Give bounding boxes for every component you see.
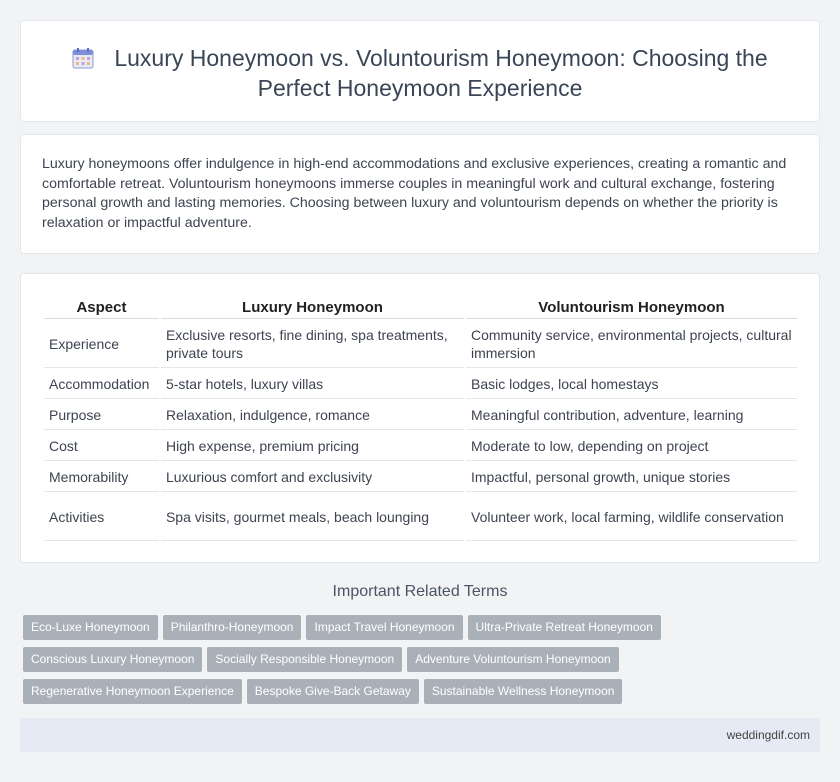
tag-eco-luxe-honeymoon[interactable]: Eco-Luxe Honeymoon (23, 615, 158, 640)
aspect-cell: Cost (44, 432, 159, 461)
aspect-cell: Accommodation (44, 370, 159, 399)
comparison-card (20, 273, 820, 563)
luxury-cell: 5-star hotels, luxury villas (161, 370, 464, 399)
tag-bespoke-give-back-getaway[interactable]: Bespoke Give-Back Getaway (247, 679, 419, 704)
table-row (44, 321, 797, 368)
table-row (44, 370, 797, 399)
header-aspect: Aspect (44, 297, 159, 319)
header-voluntourism: Voluntourism Honeymoon (466, 297, 797, 319)
tag-sustainable-wellness-honeymoon[interactable]: Sustainable Wellness Honeymoon (424, 679, 623, 704)
luxury-cell: High expense, premium pricing (161, 432, 464, 461)
voluntourism-cell: Moderate to low, depending on project (466, 432, 797, 461)
footer (20, 718, 820, 752)
comparison-table (42, 295, 799, 543)
table-row (44, 463, 797, 492)
intro-paragraph: Luxury honeymoons offer indulgence in high-end accommodations and exclusive experiences, creating a romantic and comfortable retreat. Voluntourism honeymoons immerse couples in meaningful work and cultural exchange, fostering personal growth and lasting memories. Choosing between luxury and voluntourism depends on whether the priority is relaxation or impactful adventure. (42, 156, 787, 231)
aspect-cell: Activities (44, 494, 159, 541)
table-row (44, 432, 797, 461)
related-terms-tags (23, 615, 803, 711)
related-terms-title: Important Related Terms (332, 583, 508, 600)
luxury-cell: Relaxation, indulgence, romance (161, 401, 464, 430)
voluntourism-cell: Volunteer work, local farming, wildlife conservation (466, 494, 797, 541)
tag-conscious-luxury-honeymoon[interactable]: Conscious Luxury Honeymoon (23, 647, 202, 672)
table-row (44, 494, 797, 541)
aspect-cell: Experience (44, 321, 159, 368)
aspect-cell: Memorability (44, 463, 159, 492)
voluntourism-cell: Basic lodges, local homestays (466, 370, 797, 399)
intro-card (20, 134, 820, 254)
luxury-cell: Luxurious comfort and exclusivity (161, 463, 464, 492)
voluntourism-cell: Meaningful contribution, adventure, learning (466, 401, 797, 430)
title-card (20, 20, 820, 122)
luxury-cell: Spa visits, gourmet meals, beach lounging (161, 494, 464, 541)
table-row (44, 401, 797, 430)
page-title-wrap (21, 43, 819, 103)
calendar-icon (72, 47, 94, 69)
header-luxury: Luxury Honeymoon (161, 297, 464, 319)
voluntourism-cell: Community service, environmental projects, cultural immersion (466, 321, 797, 368)
tag-socially-responsible-honeymoon[interactable]: Socially Responsible Honeymoon (207, 647, 402, 672)
tag-regenerative-honeymoon-experience[interactable]: Regenerative Honeymoon Experience (23, 679, 242, 704)
luxury-cell: Exclusive resorts, fine dining, spa treatments, private tours (161, 321, 464, 368)
voluntourism-cell: Impactful, personal growth, unique stories (466, 463, 797, 492)
page-title: Luxury Honeymoon vs. Voluntourism Honeymoon: Choosing the Perfect Honeymoon Experience (114, 45, 768, 101)
tag-row (23, 647, 803, 679)
tag-ultra-private-retreat-honeymoon[interactable]: Ultra-Private Retreat Honeymoon (468, 615, 661, 640)
tag-impact-travel-honeymoon[interactable]: Impact Travel Honeymoon (306, 615, 462, 640)
tag-row (23, 679, 803, 711)
table-header-row (44, 297, 797, 319)
tag-philanthro-honeymoon[interactable]: Philanthro-Honeymoon (163, 615, 302, 640)
tag-adventure-voluntourism-honeymoon[interactable]: Adventure Voluntourism Honeymoon (407, 647, 618, 672)
tag-row (23, 615, 803, 647)
aspect-cell: Purpose (44, 401, 159, 430)
footer-site-link[interactable]: weddingdif.com (726, 728, 810, 742)
